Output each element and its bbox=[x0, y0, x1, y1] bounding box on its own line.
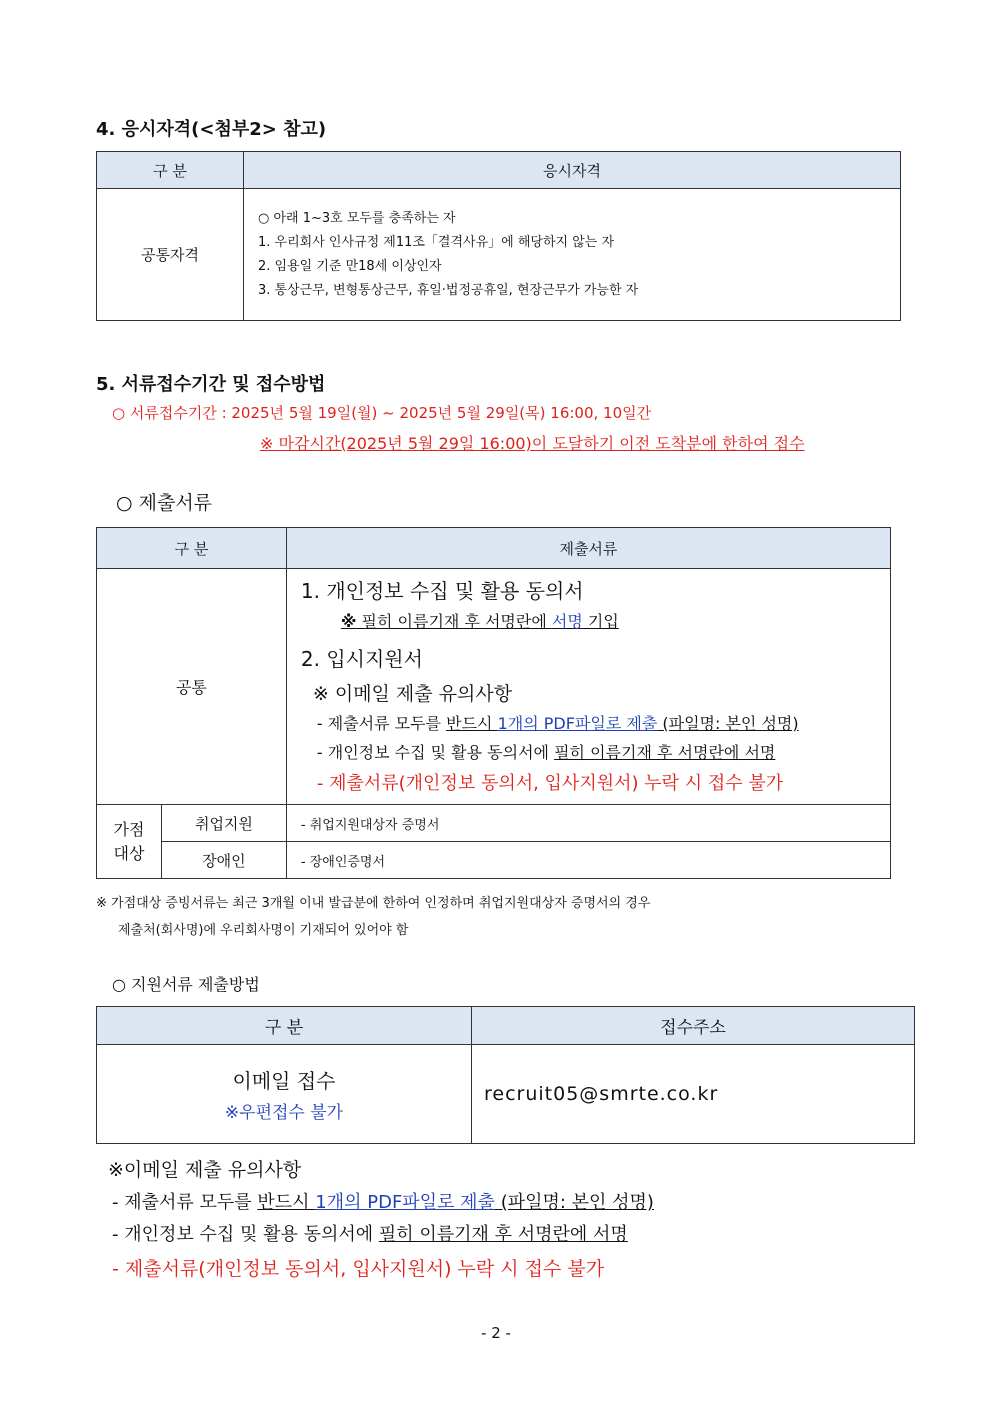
bonus-label: 가점 대상 bbox=[97, 805, 162, 879]
email-note-1: - 제출서류 모두를 반드시 1개의 PDF파일로 제출 (파일명: 본인 성명) bbox=[316, 714, 799, 733]
email-submission-label: 이메일 접수 bbox=[232, 1069, 336, 1093]
qual-header-category: 구 분 bbox=[97, 152, 244, 189]
doc-item-1-note: ※ 필히 이름기재 후 서명란에 서명 기입 bbox=[340, 612, 619, 631]
page-number: - 2 - bbox=[481, 1324, 511, 1342]
method-note-title: ※이메일 제출 유의사항 bbox=[108, 1159, 302, 1181]
method-email-cell bbox=[97, 1045, 472, 1144]
method-header-address: 접수주소 bbox=[472, 1007, 915, 1045]
qual-line: 1. 우리회사 인사규정 제11조「결격사유」에 해당하지 않는 자 bbox=[258, 234, 615, 250]
bonus-disability-doc: - 장애인증명서 bbox=[286, 842, 890, 879]
application-period: ○ 서류접수기간 : 2025년 5월 19일(월) ~ 2025년 5월 29일(목) 16:00, 10일간 bbox=[112, 404, 652, 422]
email-note-3: - 제출서류(개인정보 동의서, 입사지원서) 누락 시 접수 불가 bbox=[316, 773, 784, 794]
no-postal-note: ※우편접수 불가 bbox=[224, 1103, 344, 1123]
bonus-disability-label: 장애인 bbox=[162, 842, 287, 879]
qual-row-content bbox=[244, 189, 901, 321]
doc-item-1: 1. 개인정보 수집 및 활용 동의서 bbox=[300, 579, 584, 603]
method-note-3: - 제출서류(개인정보 동의서, 입사지원서) 누락 시 접수 불가 bbox=[112, 1258, 605, 1280]
bonus-employment-doc: - 취업지원대상자 증명서 bbox=[286, 805, 890, 842]
bonus-employment-label: 취업지원 bbox=[162, 805, 287, 842]
section4-title: 4. 응시자격(<첨부2> 참고) bbox=[96, 119, 327, 140]
qual-line: 3. 통상근무, 변형통상근무, 휴일·법정공휴일, 현장근무가 가능한 자 bbox=[258, 282, 639, 298]
method-heading: ○ 지원서류 제출방법 bbox=[112, 975, 260, 994]
docs-header-documents: 제출서류 bbox=[286, 528, 890, 569]
email-note-title: ※ 이메일 제출 유의사항 bbox=[312, 683, 513, 705]
docs-common-label: 공통 bbox=[97, 569, 287, 805]
qual-line: 2. 임용일 기준 만18세 이상인자 bbox=[258, 258, 442, 274]
qualification-table bbox=[96, 151, 901, 321]
method-note-2: - 개인정보 수집 및 활용 동의서에 필히 이름기재 후 서명란에 서명 bbox=[112, 1224, 628, 1245]
doc-item-2: 2. 입시지원서 bbox=[300, 647, 423, 671]
documents-table bbox=[96, 527, 891, 879]
bonus-footnote-2: 제출처(회사명)에 우리회사명이 기재되어 있어야 함 bbox=[118, 923, 409, 938]
docs-common-content bbox=[286, 569, 890, 805]
qual-header-qualification: 응시자격 bbox=[244, 152, 901, 189]
submission-method-table bbox=[96, 1006, 915, 1144]
deadline-note: ※ 마감시간(2025년 5월 29일 16:00)이 도달하기 이전 도착분에 한하여 접수 bbox=[260, 434, 805, 453]
email-address: recruit05@smrte.co.kr bbox=[472, 1045, 915, 1144]
docs-heading: ○ 제출서류 bbox=[116, 492, 213, 514]
bonus-footnote-1: ※ 가점대상 증빙서류는 최근 3개월 이내 발급분에 한하여 인정하며 취업지원대상자 증명서의 경우 bbox=[96, 896, 651, 911]
docs-header-category: 구 분 bbox=[97, 528, 287, 569]
qual-row-label: 공통자격 bbox=[97, 189, 244, 321]
qual-line: ○ 아래 1~3호 모두를 충족하는 자 bbox=[258, 210, 456, 226]
section5-title: 5. 서류접수기간 및 접수방법 bbox=[96, 374, 326, 395]
method-header-category: 구 분 bbox=[97, 1007, 472, 1045]
method-note-1: - 제출서류 모두를 반드시 1개의 PDF파일로 제출 (파일명: 본인 성명) bbox=[112, 1192, 654, 1213]
email-note-2: - 개인정보 수집 및 활용 동의서에 필히 이름기재 후 서명란에 서명 bbox=[316, 743, 776, 762]
